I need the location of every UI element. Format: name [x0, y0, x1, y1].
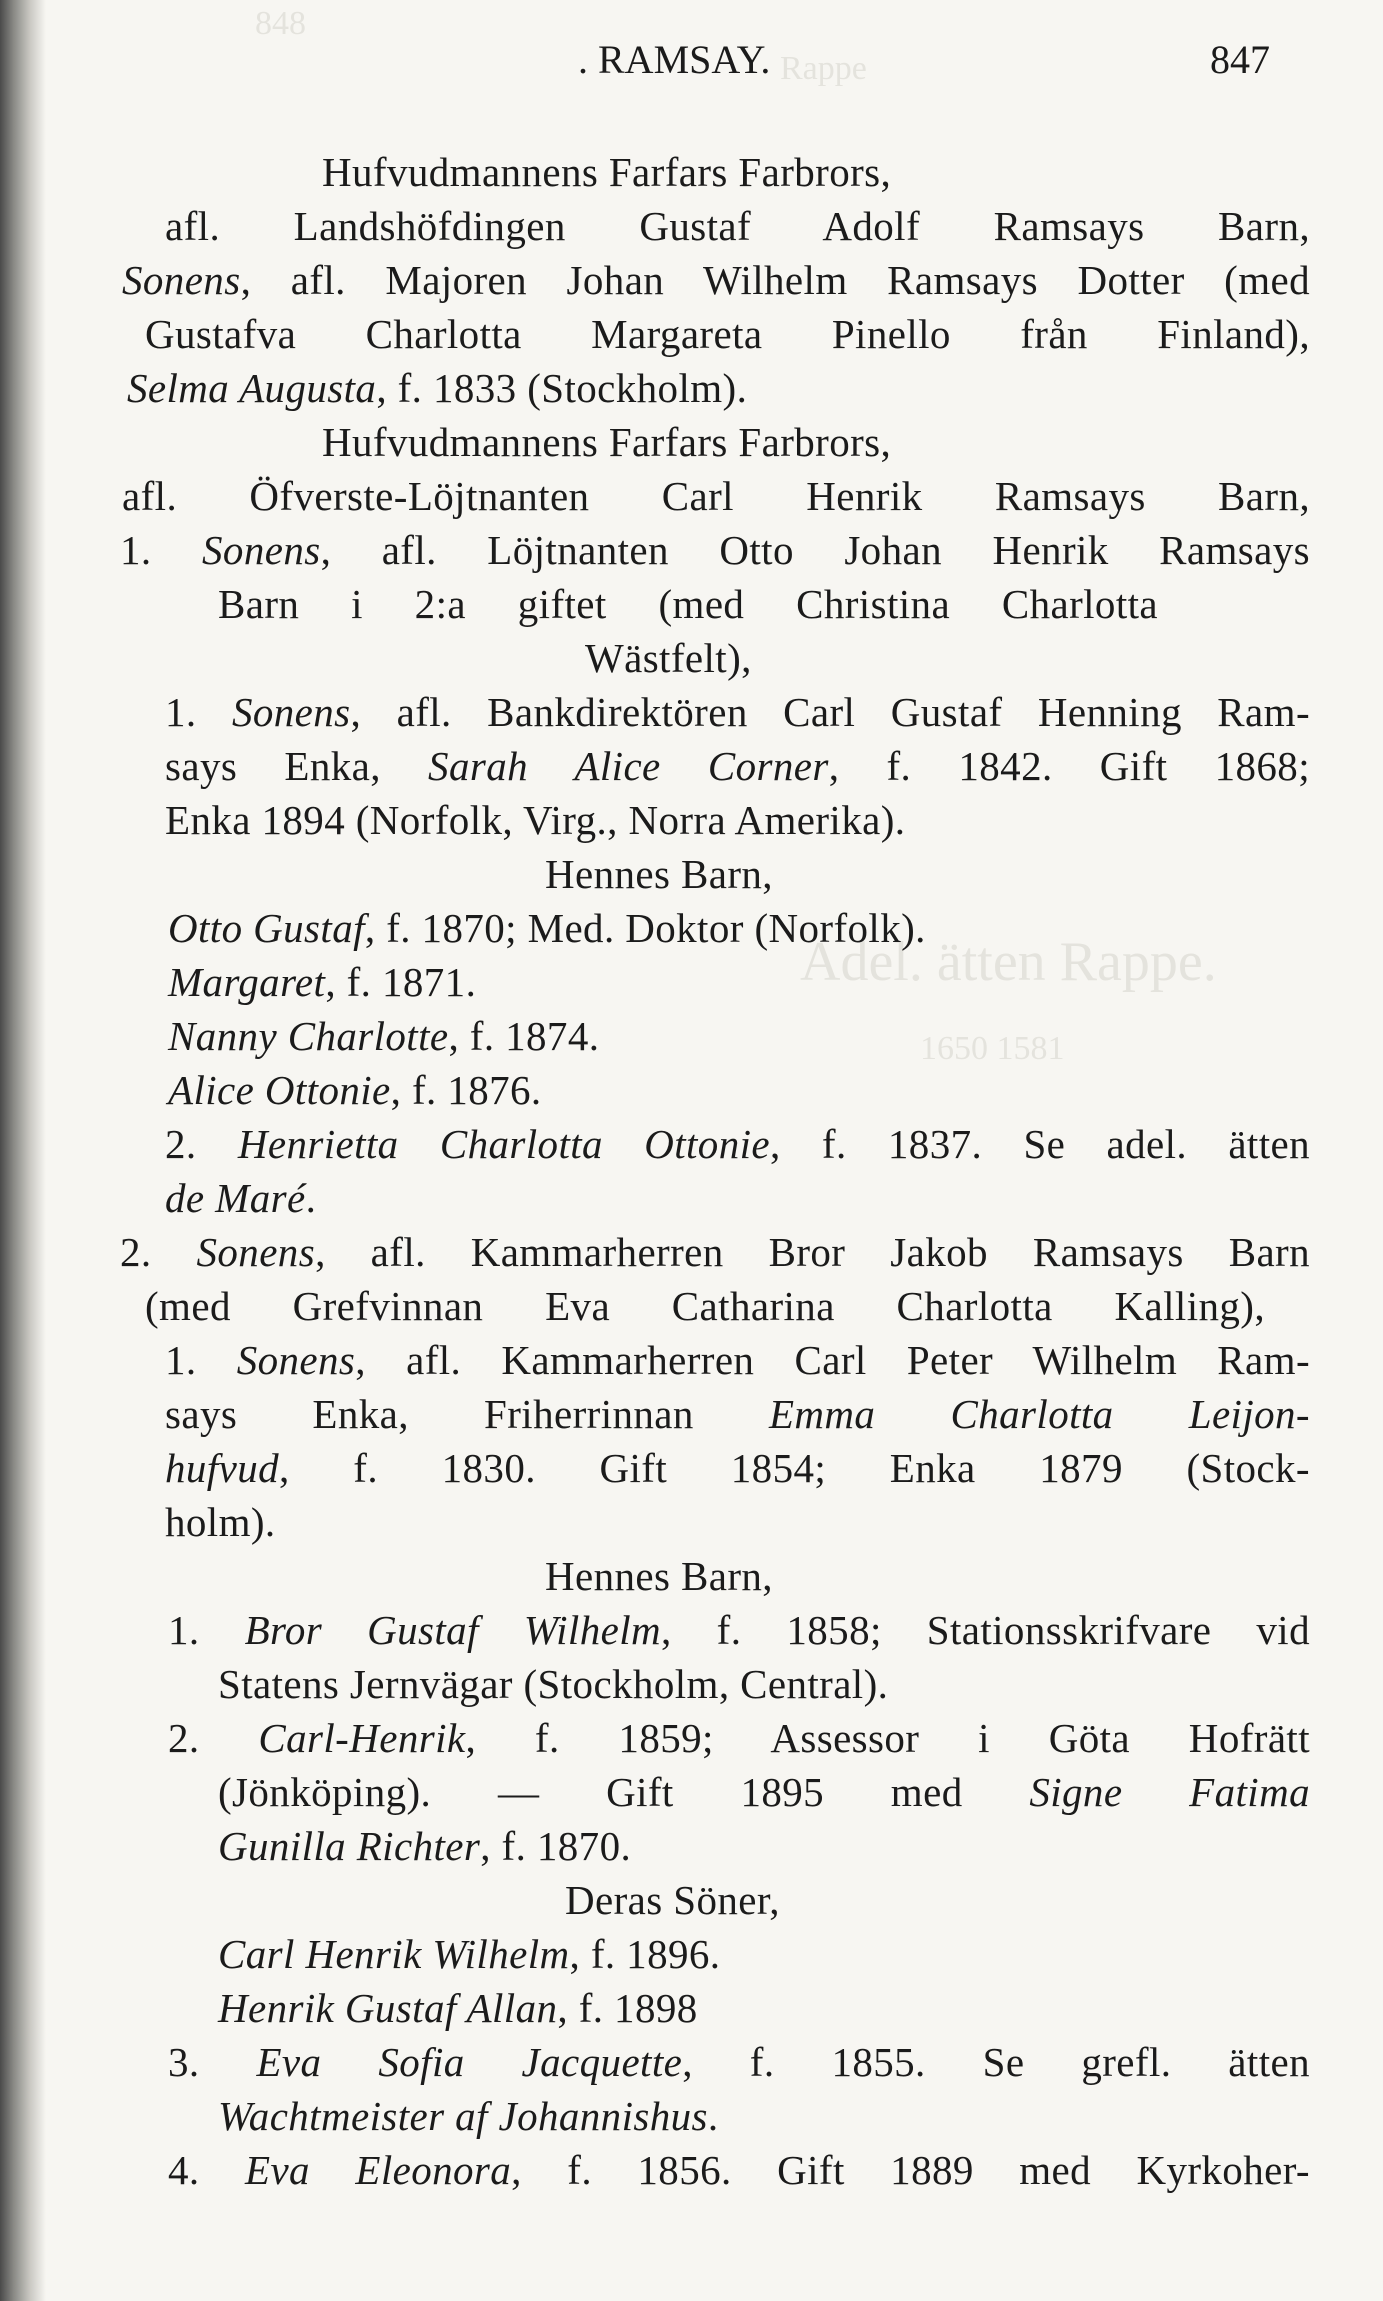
roman-text: , afl. Bankdirektören Carl Gustaf Henning Ram- [350, 689, 1310, 735]
text-line [165, 1444, 1310, 1492]
roman-text: , f. 1859; Assessor i Göta Hofrätt [465, 1715, 1311, 1761]
italic-name: Sonens [196, 1229, 316, 1275]
roman-text: , f. 1856. Gift 1889 med Kyrkoher- [511, 2147, 1310, 2193]
roman-text: , f. 1837. Se adel. ätten [770, 1121, 1311, 1167]
text-line [165, 1336, 1310, 1384]
roman-text: , afl. Kammarherren Carl Peter Wilhelm Ram- [355, 1337, 1310, 1383]
roman-text: Hennes Barn, [545, 1553, 773, 1599]
roman-text: Statens Jernvägar (Stockholm, Central). [218, 1661, 889, 1707]
italic-name: Signe Fatima [1029, 1769, 1311, 1815]
roman-text: Enka 1894 (Norfolk, Virg., Norra Amerika). [165, 797, 906, 843]
roman-text: , f. 1874. [448, 1013, 600, 1059]
italic-name: Sonens [202, 527, 321, 573]
text-line [322, 418, 891, 466]
text-line [165, 1390, 1310, 1438]
roman-text: (med Grefvinnan Eva Catharina Charlotta Kalling), [145, 1283, 1265, 1329]
roman-text: says Enka, Friherrinnan [165, 1391, 769, 1437]
page-gutter-shadow [0, 0, 46, 2301]
text-line [165, 688, 1310, 736]
roman-text: 2. [165, 1121, 238, 1167]
roman-text: , f. 1858; Stationsskrifvare vid [661, 1607, 1310, 1653]
roman-text: 3. [168, 2039, 257, 2085]
italic-name: hufvud [165, 1445, 279, 1491]
bleed-through-text: Rappe [780, 50, 867, 87]
text-line [218, 1822, 631, 1870]
roman-text: , f. 1870; Med. Doktor (Norfolk). [364, 905, 926, 951]
roman-text: 1. [120, 527, 203, 573]
roman-text: , f. 1871. [325, 959, 477, 1005]
text-line [165, 796, 905, 844]
roman-text: , f. 1876. [390, 1067, 542, 1113]
roman-text: Hufvudmannens Farfars Farbrors, [322, 149, 892, 195]
running-title: . RAMSAY. [578, 37, 771, 82]
roman-text: 2. [168, 1715, 259, 1761]
text-line [218, 1660, 888, 1708]
italic-name: Wachtmeister af Johannishus [218, 2093, 708, 2139]
text-line [218, 1984, 698, 2032]
text-line [145, 1282, 1265, 1330]
text-line [145, 310, 1310, 358]
text-line [120, 1228, 1310, 1276]
roman-text: , f. 1896. [569, 1931, 721, 1977]
roman-text: , f. 1898 [557, 1985, 698, 2031]
roman-text: Hennes Barn, [545, 851, 773, 897]
text-line [168, 1066, 542, 1114]
text-line [168, 2038, 1310, 2086]
italic-name: Nanny Charlotte [168, 1013, 449, 1059]
text-line [218, 1930, 720, 1978]
italic-name: Henrik Gustaf Allan [218, 1985, 558, 2031]
roman-text: Barn i 2:a giftet (med Christina Charlotta [218, 581, 1158, 627]
roman-text: afl. Landshöfdingen Gustaf Adolf Ramsays Barn, [165, 203, 1310, 249]
roman-text: Gustafva Charlotta Margareta Pinello från Finland), [145, 311, 1310, 357]
roman-text: , f. 1842. Gift 1868; [828, 743, 1310, 789]
roman-text: , f. 1833 (Stockholm). [376, 365, 748, 411]
roman-text: , afl. Majoren Johan Wilhelm Ramsays Dotter (med [240, 257, 1310, 303]
text-line [165, 202, 1310, 250]
text-line [545, 1552, 773, 1600]
text-line [168, 1606, 1310, 1654]
text-line [565, 1876, 780, 1924]
roman-text: afl. Öfverste-Löjtnanten Carl Henrik Ramsays Barn, [122, 473, 1310, 519]
italic-name: Eva Eleonora [245, 2147, 512, 2193]
italic-name: Carl-Henrik [258, 1715, 466, 1761]
roman-text: Deras Söner, [565, 1877, 780, 1923]
italic-name: Margaret [168, 959, 326, 1005]
text-line [218, 1768, 1310, 1816]
text-line [545, 850, 773, 898]
italic-name: Selma Augusta [127, 365, 377, 411]
text-line [218, 2092, 719, 2140]
italic-name: Emma Charlotta Leijon- [768, 1391, 1310, 1437]
italic-name: Otto Gustaf [168, 905, 365, 951]
text-line [165, 1498, 276, 1546]
text-line [322, 148, 891, 196]
roman-text: 4. [168, 2147, 245, 2193]
roman-text: 1. [165, 689, 232, 735]
text-line [165, 742, 1310, 790]
bleed-through-text: 848 [255, 5, 306, 42]
text-line [165, 1120, 1310, 1168]
italic-name: Sonens [236, 1337, 356, 1383]
italic-name: Sonens [122, 257, 241, 303]
text-line [168, 904, 926, 952]
roman-text: . [305, 1175, 317, 1221]
text-line [585, 634, 752, 682]
text-line [127, 364, 747, 412]
roman-text: 1. [168, 1607, 245, 1653]
roman-text: 1. [165, 1337, 237, 1383]
roman-text: , f. 1855. Se grefl. ätten [682, 2039, 1310, 2085]
roman-text: Hufvudmannens Farfars Farbrors, [322, 419, 892, 465]
roman-text: says Enka, [165, 743, 429, 789]
text-line [122, 472, 1310, 520]
roman-text: , f. 1830. Gift 1854; Enka 1879 (Stock- [279, 1445, 1310, 1491]
bleed-through-text: Adel. ätten Rappe. [800, 931, 1217, 993]
italic-name: de Maré [165, 1175, 306, 1221]
italic-name: Carl Henrik Wilhelm [218, 1931, 570, 1977]
italic-name: Henrietta Charlotta Ottonie [237, 1121, 770, 1167]
bleed-through-text: 1650 1581 [920, 1030, 1065, 1067]
italic-name: Alice Ottonie [168, 1067, 391, 1113]
text-line [122, 256, 1310, 304]
text-line [218, 580, 1158, 628]
roman-text: , afl. Löjtnanten Otto Johan Henrik Ramsays [320, 527, 1311, 573]
italic-name: Sonens [231, 689, 351, 735]
roman-text: holm). [165, 1499, 276, 1545]
text-line [168, 1012, 599, 1060]
roman-text: , afl. Kammarherren Bror Jakob Ramsays Barn [315, 1229, 1310, 1275]
text-line [168, 2146, 1310, 2194]
text-line [168, 958, 476, 1006]
italic-name: Eva Sofia Jacquette [256, 2039, 683, 2085]
italic-name: Sarah Alice Corner [428, 743, 829, 789]
italic-name: Bror Gustaf Wilhelm [244, 1607, 662, 1653]
page-number: 847 [1210, 37, 1270, 82]
roman-text: Wästfelt), [585, 635, 752, 681]
roman-text: 2. [120, 1229, 197, 1275]
text-line [168, 1714, 1310, 1762]
roman-text: . [707, 2093, 719, 2139]
text-line [165, 1174, 316, 1222]
roman-text: (Jönköping). — Gift 1895 med [218, 1769, 1030, 1815]
roman-text: , f. 1870. [480, 1823, 632, 1869]
italic-name: Gunilla Richter [218, 1823, 481, 1869]
text-line [120, 526, 1310, 574]
